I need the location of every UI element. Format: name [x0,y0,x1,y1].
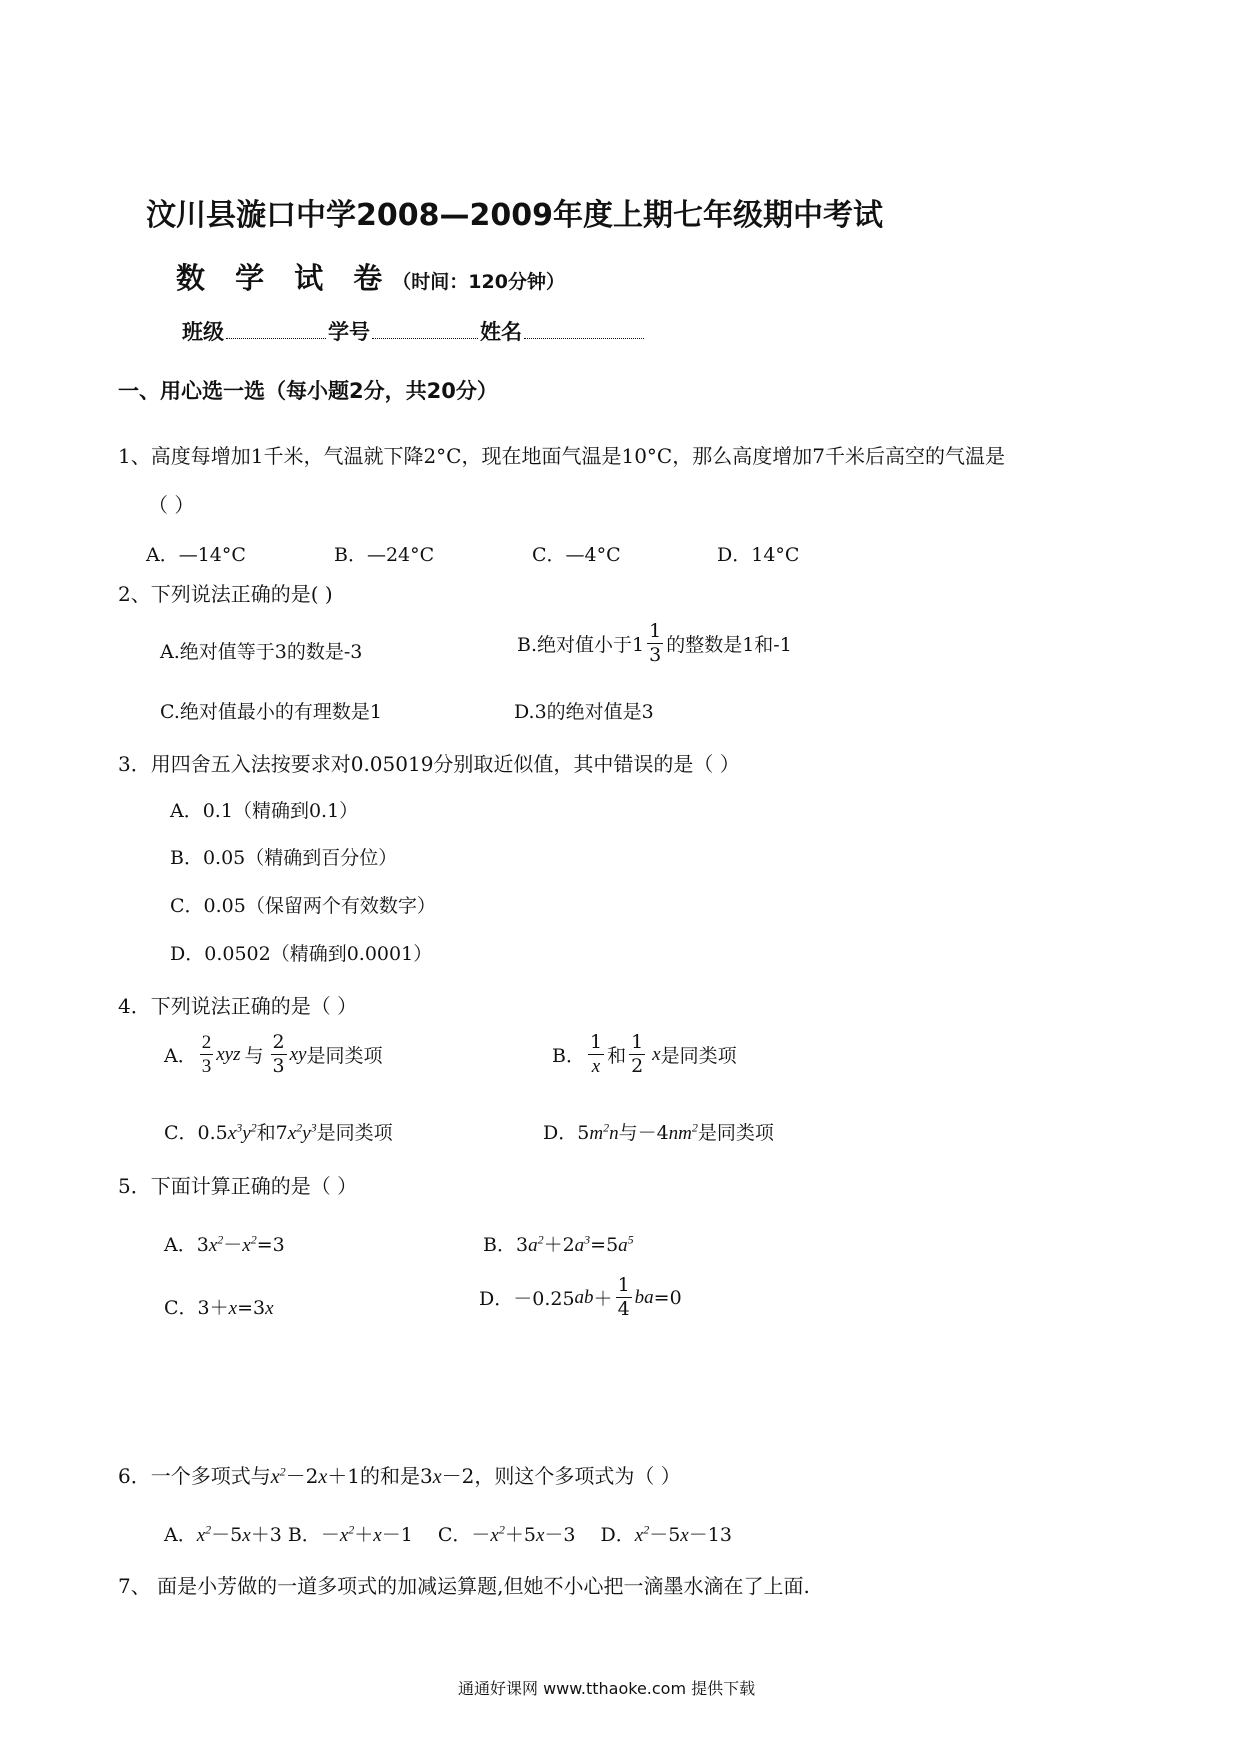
q4-option-b [552,1033,737,1076]
math-term: $a^2$ [528,1232,544,1256]
q5-option-d [479,1276,682,1319]
math-term: x [228,1298,238,1319]
q6-options-line [164,1520,732,1547]
q2-b-text-post: 的整数是1和-1 [666,634,792,656]
fraction [629,1033,645,1076]
q5-option-c [164,1293,274,1320]
question-7-text: 7、 面是小芳做的一道多项式的加减运算题,但她不小心把一滴墨水滴在了上面. [118,1574,810,1598]
operator: － [320,1524,340,1546]
fraction [200,1033,214,1076]
option-tail: =3 [237,1297,266,1319]
operator: ＋3 [250,1524,288,1546]
option-tail: 是同类项 [316,1122,393,1144]
id-blank[interactable] [372,316,478,339]
class-label: 班级 [182,320,224,344]
math-term: x [680,1525,689,1546]
option-tail: 是同类项 [306,1045,383,1067]
q2-option-d: D.3的绝对值是3 [514,701,654,723]
q4-option-c [164,1118,393,1145]
math-term: ab [574,1286,594,1308]
math-term: ba [634,1286,654,1308]
math-term: $x^2$ [208,1232,224,1256]
q2-option-b [517,622,792,665]
connector-text: 与－4 [618,1122,669,1144]
student-info-line [182,316,646,346]
math-term: x [265,1298,274,1319]
class-blank[interactable] [226,316,326,339]
operator: ＋1 [327,1464,360,1488]
q1-option-c: C．—4°C [532,544,621,566]
fraction-numerator: 1 [617,1274,630,1296]
q3-option-a: A．0.1（精确到0.1） [170,800,359,822]
math-term: x [535,1525,545,1546]
math-term: $x^2$ [339,1522,355,1546]
option-label: D．－0.25 [479,1288,575,1310]
question-3-text: 3．用四舍五入法按要求对0.05019分别取近似值，其中错误的是（ ） [118,752,740,776]
fraction-denominator: 2 [631,1055,644,1077]
paper-subtitle [176,256,565,297]
math-term: $nm^2$ [668,1120,698,1144]
q6-option-b-label: B． [287,1524,321,1546]
fraction-numerator: 1 [649,620,662,642]
q1-option-b: B．—24°C [334,544,435,566]
operator: ＋ [354,1524,374,1546]
question-6-text [118,1460,681,1489]
operator: － [471,1524,491,1546]
page-footer: 通通好课网 www.tthaoke.com 提供下载 [458,1679,756,1698]
operator: －3 [544,1524,595,1546]
fraction [647,622,663,665]
q6-option-c-label: C． [437,1524,472,1546]
option-tail: =0 [653,1286,682,1309]
q5-option-a [164,1230,285,1257]
fraction-denominator: 4 [617,1298,630,1320]
math-term: $x^2y^3$ [287,1120,317,1144]
q1-option-d: D．14°C [717,544,800,566]
connector-text: 与 [244,1045,264,1067]
operator: －13 [688,1524,732,1546]
fraction [616,1276,632,1319]
q6-option-a-label: A． [164,1524,197,1546]
q6-text-post: －2，则这个多项式为（ ） [441,1464,681,1488]
q5-option-b [483,1230,634,1257]
fraction-numerator: 1 [631,1031,644,1053]
operator: ＋ [593,1288,613,1310]
term-variable: xyz [216,1043,241,1065]
time-note: （时间：120分钟） [392,271,565,293]
option-tail: 是同类项 [660,1045,737,1067]
math-term: $a^3$ [574,1232,591,1256]
math-term: x [432,1466,442,1488]
question-1-paren: （ ） [148,493,195,517]
connector-text: 和 [607,1045,627,1067]
question-4-text: 4．下列说法正确的是（ ） [118,994,358,1018]
id-label: 学号 [328,320,370,344]
operator: －2 [285,1464,319,1488]
operator: －1 [381,1524,432,1546]
q6-option-d-label: D． [600,1524,635,1546]
question-2-text: 2、下列说法正确的是( ) [118,582,333,606]
operator: ＋2 [543,1234,575,1256]
q3-option-c: C．0.05（保留两个有效数字） [170,895,436,917]
fraction [588,1033,604,1076]
connector-text: 和7 [256,1122,288,1144]
q4-option-d [543,1118,774,1145]
option-label: A． [164,1045,197,1067]
option-label: B．3 [483,1234,529,1256]
math-term: x [242,1525,251,1546]
q2-option-a: A.绝对值等于3的数是-3 [160,641,363,663]
name-label: 姓名 [480,320,522,344]
section-heading: 一、用心选一选（每小题2分，共20分） [118,379,498,403]
fraction-denominator: 3 [272,1055,285,1077]
q3-option-d: D．0.0502（精确到0.0001） [170,943,433,965]
math-term: x [373,1525,382,1546]
fraction-numerator: 2 [272,1031,285,1053]
operator: － [223,1234,243,1256]
option-tail: =5 [590,1234,619,1256]
math-term: x [318,1466,328,1488]
q2-b-text: B.绝对值小于1 [517,634,645,656]
fraction-numerator: 2 [201,1032,212,1053]
q6-text-mid: 的和是3 [359,1464,433,1488]
fraction-denominator: 3 [201,1056,212,1077]
operator: ＋5 [504,1524,536,1546]
question-1-text: 1、高度每增加1千米，气温就下降2°C，现在地面气温是10°C，那么高度增加7千米后高空的气温是 [118,444,1005,468]
operator: －5 [211,1524,243,1546]
term-variable: x [652,1043,661,1065]
math-term: $x^2$ [270,1464,286,1488]
option-label: D．5 [543,1122,590,1144]
option-label: C．3＋ [164,1297,229,1319]
option-label: A．3 [164,1234,209,1256]
name-blank[interactable] [524,316,644,339]
math-term: $x^3y^2$ [227,1120,257,1144]
option-tail: =3 [256,1234,285,1256]
term-variable: xy [289,1043,307,1065]
fraction-denominator: 3 [649,644,662,666]
option-label: B． [552,1045,585,1067]
exam-title: 汶川县漩口中学2008—2009年度上期七年级期中考试 [146,198,883,233]
q3-option-b: B．0.05（精确到百分位） [170,847,398,869]
fraction-numerator: 1 [589,1031,603,1053]
option-label: C．0.5 [164,1122,228,1144]
math-term: $m^2n$ [589,1120,619,1144]
math-term: $x^2$ [490,1522,505,1546]
q4-option-a [164,1033,383,1076]
question-5-text: 5．下面计算正确的是（ ） [118,1174,358,1198]
math-term: $a^5$ [618,1232,634,1256]
option-tail: 是同类项 [697,1122,774,1144]
fraction-denominator: x [591,1056,601,1077]
math-term: $x^2$ [634,1522,650,1546]
operator: －5 [649,1524,681,1546]
fraction [271,1033,287,1076]
subject-title: 数 学 试 卷 [176,261,393,295]
math-term: $x^2$ [242,1232,257,1256]
q6-text-pre: 6．一个多项式与 [118,1464,271,1488]
math-term: $x^2$ [196,1522,212,1546]
q1-option-a: A．—14°C [146,544,246,566]
q2-option-c: C.绝对值最小的有理数是1 [160,701,382,723]
